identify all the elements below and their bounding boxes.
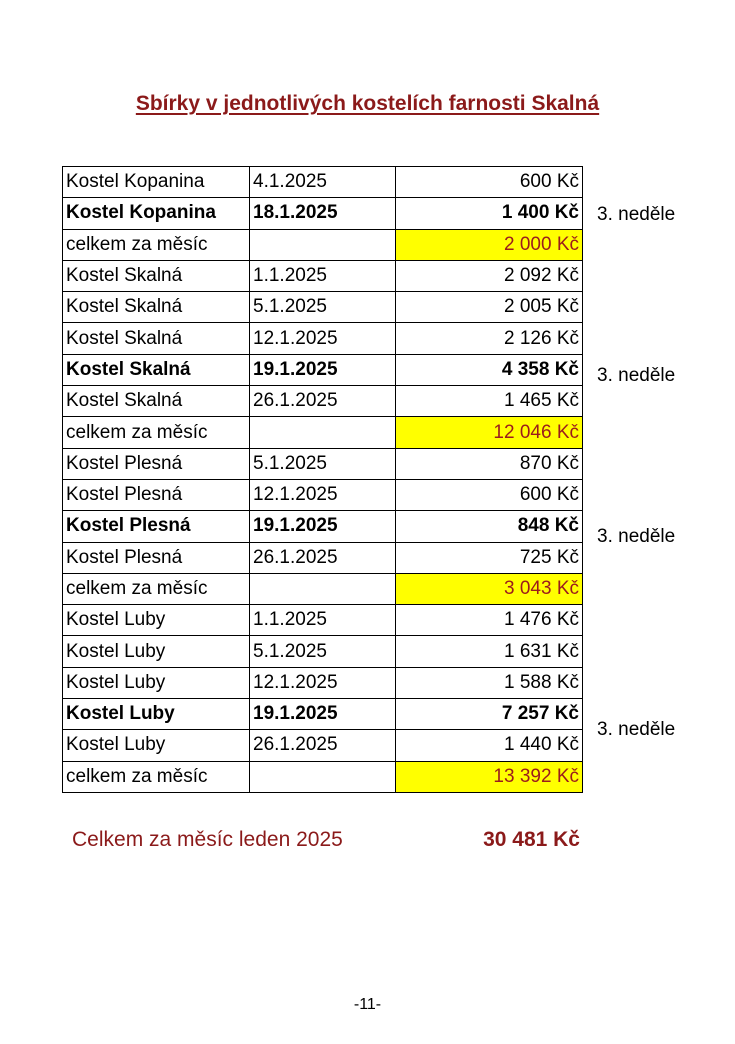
table-row [63,667,583,698]
church-cell: Kostel Skalná [63,323,250,354]
amount-cell: 12 046 Kč [396,417,583,448]
date-cell: 5.1.2025 [250,448,396,479]
amount-cell: 1 465 Kč [396,386,583,417]
table-row [63,542,583,573]
date-cell: 26.1.2025 [250,730,396,761]
amount-cell: 2 092 Kč [396,260,583,291]
church-cell: Kostel Skalná [63,386,250,417]
date-cell: 26.1.2025 [250,386,396,417]
table-row [63,699,583,730]
sunday-note: 3. neděle [597,204,676,226]
church-cell: Kostel Plesná [63,511,250,542]
subtotal-row [63,761,583,792]
amount-cell: 2 000 Kč [396,229,583,260]
table-row [63,292,583,323]
date-cell [250,761,396,792]
amount-cell: 1 440 Kč [396,730,583,761]
amount-cell: 1 476 Kč [396,605,583,636]
date-cell: 19.1.2025 [250,511,396,542]
amount-cell: 725 Kč [396,542,583,573]
date-cell: 5.1.2025 [250,636,396,667]
table-row [63,479,583,510]
church-cell: Kostel Plesná [63,542,250,573]
church-cell: Kostel Plesná [63,479,250,510]
church-cell: Kostel Kopanina [63,167,250,198]
total-value: 30 481 Kč [483,828,580,851]
amount-cell: 600 Kč [396,479,583,510]
church-cell: Kostel Luby [63,699,250,730]
amount-cell: 2 126 Kč [396,323,583,354]
amount-cell: 1 631 Kč [396,636,583,667]
page-number: -11- [353,996,382,1013]
church-cell: celkem za měsíc [63,229,250,260]
amount-cell: 4 358 Kč [396,354,583,385]
date-cell: 4.1.2025 [250,167,396,198]
church-cell: Kostel Skalná [63,260,250,291]
amount-cell: 1 400 Kč [396,198,583,229]
table-row [63,386,583,417]
church-cell: Kostel Luby [63,667,250,698]
table-row [63,448,583,479]
table-row [63,198,583,229]
subtotal-row [63,229,583,260]
table-row [63,323,583,354]
subtotal-row [63,417,583,448]
total-label: Celkem za měsíc leden 2025 [72,828,343,851]
amount-cell: 7 257 Kč [396,699,583,730]
church-cell: celkem za měsíc [63,417,250,448]
amount-cell: 848 Kč [396,511,583,542]
sunday-note: 3. neděle [597,365,676,387]
church-cell: Kostel Skalná [63,354,250,385]
table-row [63,730,583,761]
table-row [63,511,583,542]
collections-table [62,166,583,793]
sunday-note: 3. neděle [597,526,676,548]
date-cell: 12.1.2025 [250,667,396,698]
date-cell: 5.1.2025 [250,292,396,323]
church-cell: Kostel Kopanina [63,198,250,229]
amount-cell: 2 005 Kč [396,292,583,323]
date-cell: 1.1.2025 [250,260,396,291]
church-cell: Kostel Luby [63,730,250,761]
date-cell: 12.1.2025 [250,479,396,510]
church-cell: Kostel Luby [63,605,250,636]
date-cell [250,229,396,260]
amount-cell: 870 Kč [396,448,583,479]
date-cell: 26.1.2025 [250,542,396,573]
amount-cell: 13 392 Kč [396,761,583,792]
date-cell: 1.1.2025 [250,605,396,636]
date-cell: 12.1.2025 [250,323,396,354]
page-title: Sbírky v jednotlivých kostelích farnosti Skalná [135,92,600,115]
table-row [63,605,583,636]
date-cell: 19.1.2025 [250,699,396,730]
church-cell: celkem za měsíc [63,573,250,604]
date-cell: 19.1.2025 [250,354,396,385]
church-cell: Kostel Luby [63,636,250,667]
subtotal-row [63,573,583,604]
church-cell: Kostel Skalná [63,292,250,323]
church-cell: Kostel Plesná [63,448,250,479]
sunday-note: 3. neděle [597,719,676,741]
amount-cell: 1 588 Kč [396,667,583,698]
date-cell [250,417,396,448]
table-row [63,354,583,385]
table-row [63,260,583,291]
church-cell: celkem za měsíc [63,761,250,792]
date-cell [250,573,396,604]
table-row [63,167,583,198]
amount-cell: 600 Kč [396,167,583,198]
date-cell: 18.1.2025 [250,198,396,229]
table-row [63,636,583,667]
amount-cell: 3 043 Kč [396,573,583,604]
